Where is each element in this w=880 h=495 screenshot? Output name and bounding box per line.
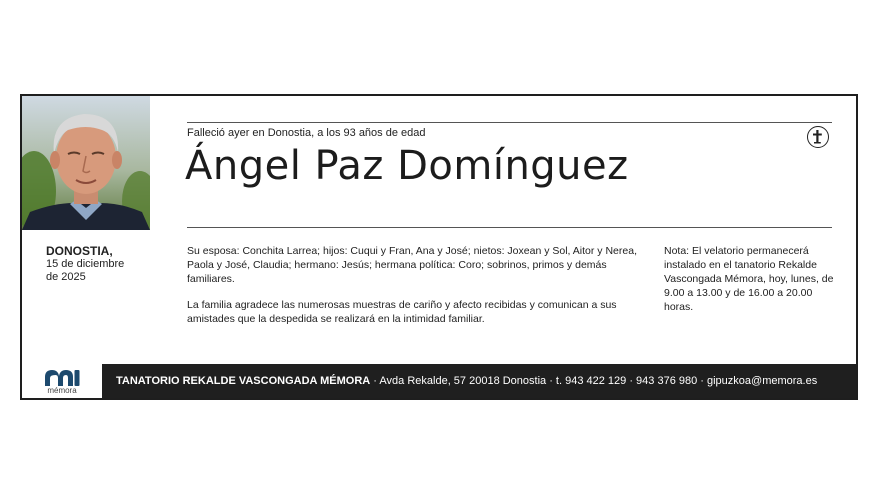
family-paragraph: Su esposa: Conchita Larrea; hijos: Cuqui y Fran, Ana y José; nietos: Joxean y Sol, Aitor y Nerea, Paola y José, Claudia; hermano: Jesús; hermana política: Coro; sobrinos, primos y demás familiares. [187,245,637,285]
top-divider [187,122,832,123]
obituary-card [20,94,858,400]
date-line-1: 15 de diciembre [46,258,125,270]
death-subtitle: Falleció ayer en Donostia, a los 93 años de edad [187,127,426,139]
contact-details: · Avda Rekalde, 57 20018 Donostia · t. 943 422 129 · 943 376 980 · gipuzkoa@memora.es [370,375,818,387]
deceased-name: Ángel Paz Domínguez [185,143,629,189]
portrait-photo [22,96,150,230]
cross-icon [807,126,829,148]
location-date-block [46,244,156,284]
thanks-paragraph: La familia agradece las numerosas muestras de cariño y afecto recibidas y comunican a sus amistades que la despedida se realizará en la intimidad familiar. [187,299,617,325]
footer-bar [22,364,856,398]
memora-logo-icon [42,368,82,386]
family-text-block [187,244,637,338]
date-line-2: de 2025 [46,271,86,283]
footer-contact [116,375,817,387]
company-name: TANATORIO REKALDE VASCONGADA MÉMORA [116,375,371,387]
wake-note: Nota: El velatorio permanecerá instalado en el tanatorio Rekalde Vascongada Mémora, hoy, lunes, de 9.00 a 13.00 y de 16.00 a 20.00 horas. [664,245,834,313]
logo-label: mémora [47,385,77,395]
location-city: DONOSTIA, [46,244,113,258]
middle-divider [187,227,832,228]
memora-logo [22,364,104,398]
